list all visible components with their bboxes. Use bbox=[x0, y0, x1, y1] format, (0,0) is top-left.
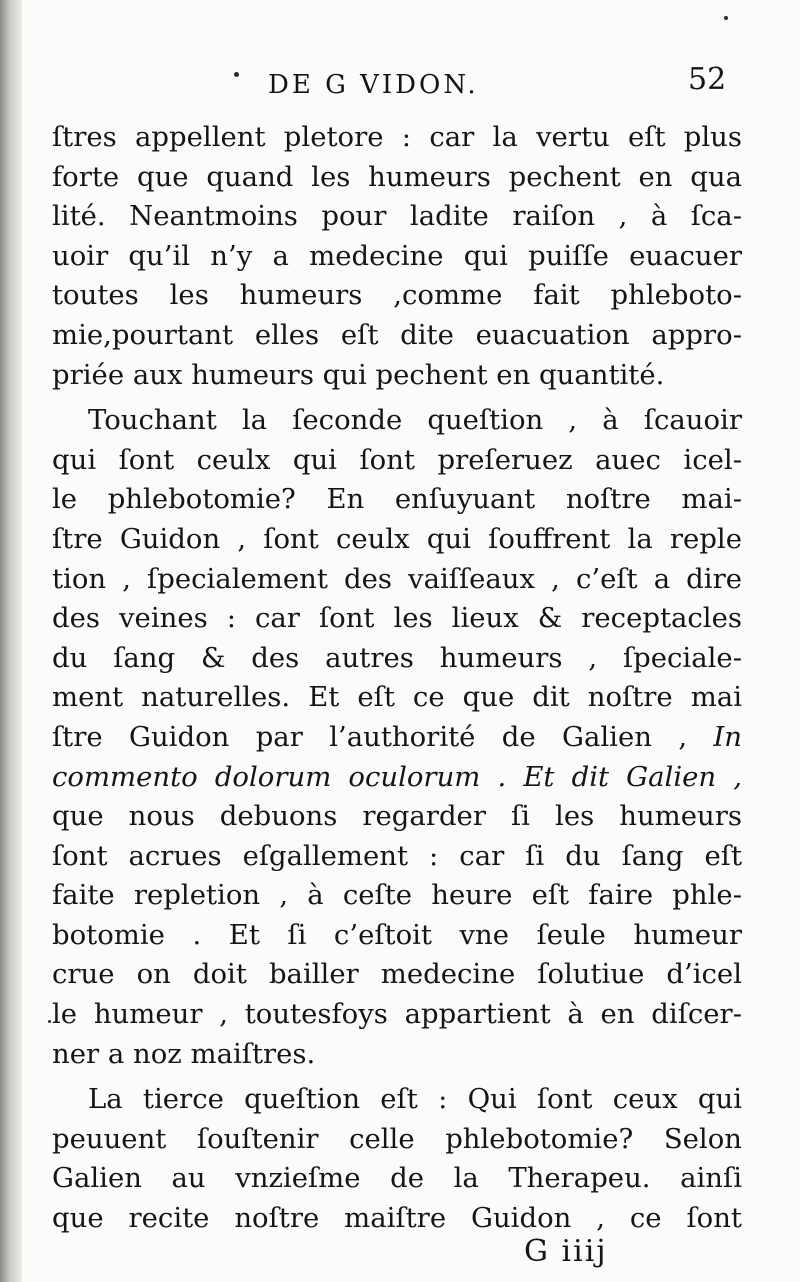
text-line: le phlebotomie? En enſuyuant noſtre mai- bbox=[52, 483, 742, 516]
text-line-with-italic bbox=[52, 718, 742, 758]
text-line: Touchant la ſeconde queſtion , à ſcauoir bbox=[88, 404, 742, 437]
text-line: botomie . Et ſi c’eſtoit vne ſeule humeur bbox=[52, 918, 742, 951]
text-line: uoir qu’il n’y a medecine qui puiſſe euacuer bbox=[52, 239, 742, 272]
text-line: ment naturelles. Et eſt ce que dit noſtre mai bbox=[52, 681, 742, 714]
ink-speck bbox=[48, 1020, 51, 1023]
text-line-italic: commento dolorum oculorum . Et dit Galien , bbox=[52, 760, 742, 793]
text-line: du ſang & des autres humeurs , ſpeciale- bbox=[52, 641, 742, 674]
roman-segment: ſtre Guidon par l’authorité de Galien , bbox=[52, 720, 688, 753]
text-line: que nous debuons regarder ſi les humeurs bbox=[52, 800, 742, 833]
text-line: que recite noſtre maiſtre Guidon , ce ſont bbox=[52, 1202, 742, 1235]
page-gutter-shadow bbox=[0, 0, 22, 1282]
page-number: 52 bbox=[688, 62, 727, 97]
ink-speck bbox=[234, 72, 239, 77]
text-line: ſont acrues eſgallement : car ſi du ſang eſt bbox=[52, 839, 742, 872]
text-line: priée aux humeurs qui pechent en quantité. bbox=[52, 358, 665, 391]
text-line: tion , ſpecialement des vaiſſeaux , c’eſt a dire bbox=[52, 562, 742, 595]
text-line: crue on doit bailler medecine ſolutiue d’icel bbox=[52, 958, 742, 991]
text-line: lité. Neantmoins pour ladite raiſon , à ſca- bbox=[52, 200, 742, 233]
text-line: ner a noz maiſtres. bbox=[52, 1037, 316, 1070]
text-line: Galien au vnzieſme de la Therapeu. ainſi bbox=[52, 1162, 742, 1195]
text-line: ſtres appellent pletore : car la vertu eſt plus bbox=[52, 121, 742, 153]
text-line: qui ſont ceulx qui ſont preſeruez auec icel- bbox=[52, 443, 742, 476]
text-line: La tierce queſtion eſt : Qui ſont ceux qui bbox=[88, 1083, 742, 1116]
body-text bbox=[52, 118, 742, 1239]
text-line: ſtre Guidon , ſont ceulx qui ſouffrent la reple bbox=[52, 522, 742, 555]
text-line: des veines : car ſont les lieux & receptacles bbox=[52, 602, 742, 635]
text-line: forte que quand les humeurs pechent en qua bbox=[52, 160, 742, 193]
signature-mark: G iiij bbox=[524, 1234, 608, 1269]
text-line: peuuent ſouſtenir celle phlebotomie? Selon bbox=[52, 1122, 742, 1155]
ink-speck bbox=[724, 16, 728, 20]
text-line: le humeur , toutesfoys appartient à en diſcer- bbox=[52, 998, 742, 1031]
text-line: toutes les humeurs ,comme fait phleboto- bbox=[52, 279, 742, 312]
running-title: DE G VIDON. bbox=[268, 70, 479, 100]
text-line: faite repletion , à ceſte heure eſt faire phle- bbox=[52, 879, 742, 912]
italic-segment: In bbox=[713, 720, 742, 753]
text-line: mie,pourtant elles eſt dite euacuation appro- bbox=[52, 318, 742, 351]
